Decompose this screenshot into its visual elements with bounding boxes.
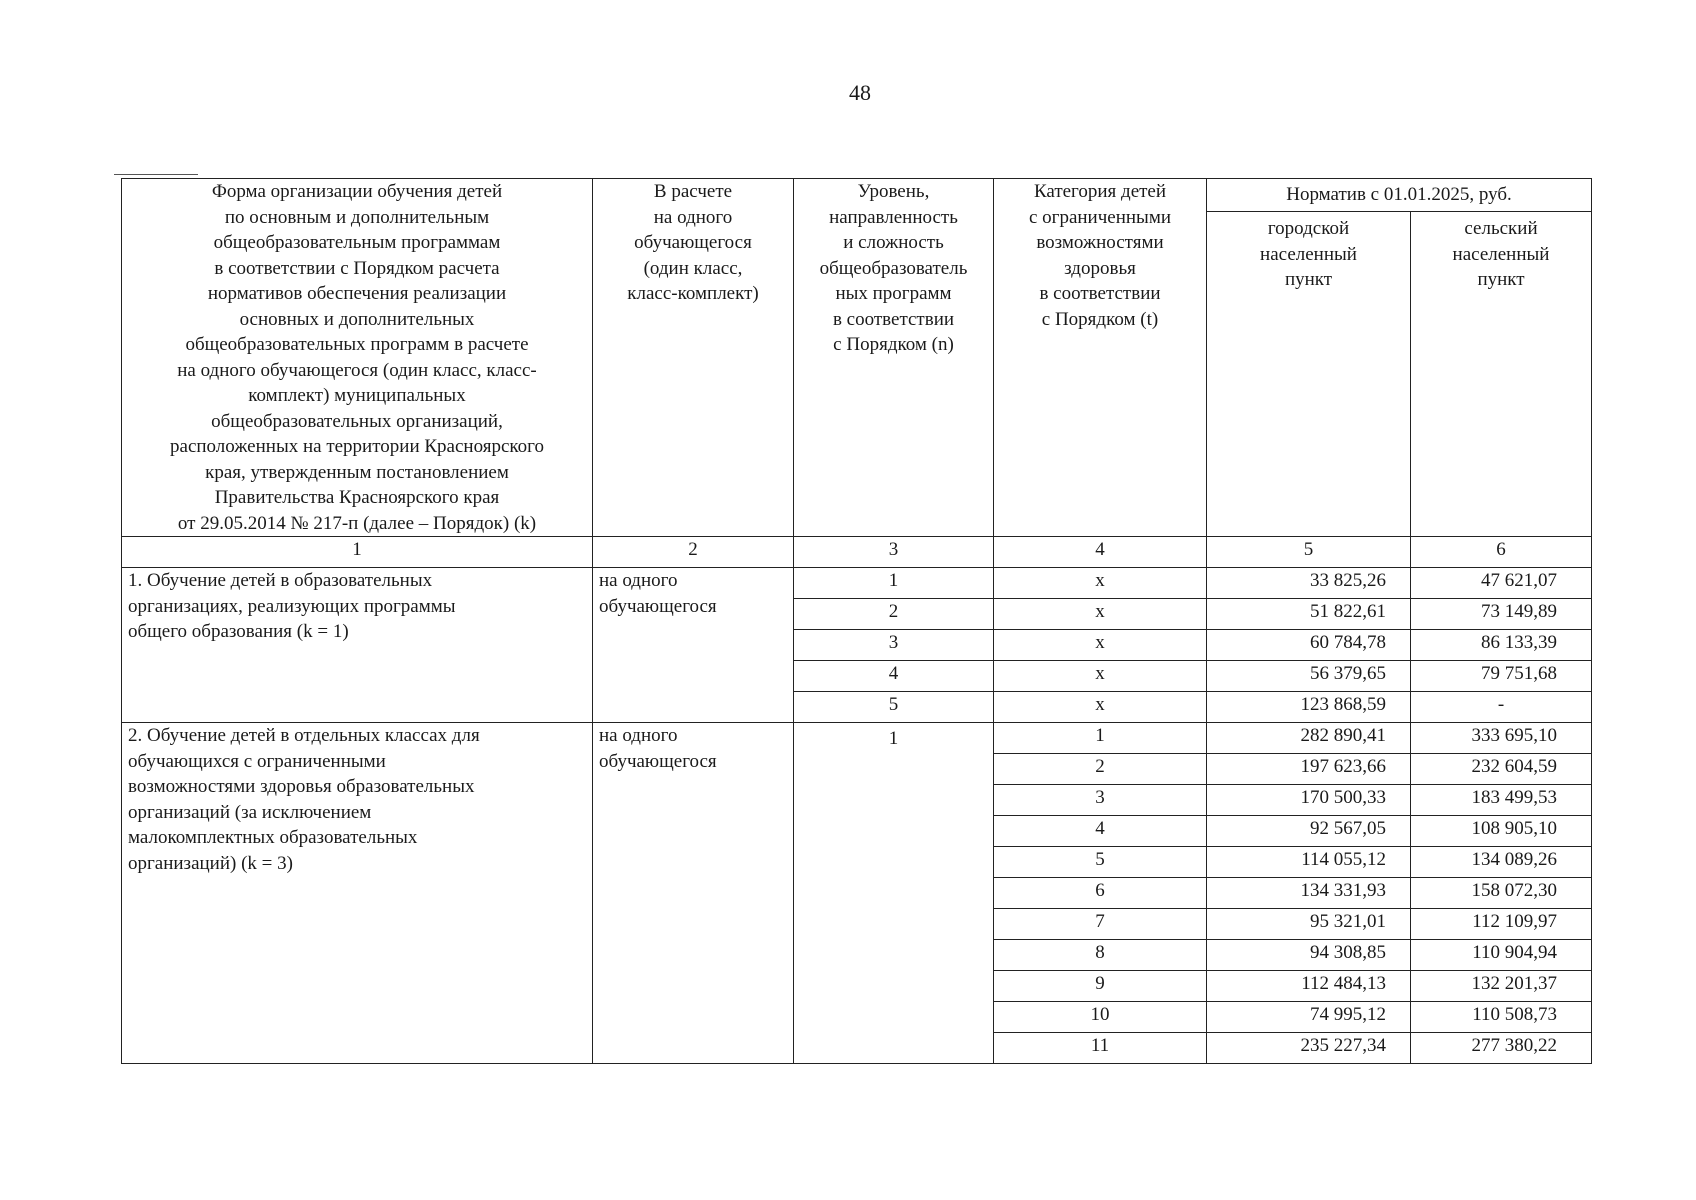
header-line: возможностями bbox=[1036, 232, 1164, 253]
header-line: края, утвержденным постановлением bbox=[205, 461, 509, 483]
section2-basis bbox=[593, 723, 794, 1064]
basis-line: обучающегося bbox=[599, 595, 717, 617]
category-cell: 1 bbox=[994, 723, 1207, 754]
header-line: населенный bbox=[1260, 243, 1357, 265]
header-urban bbox=[1207, 212, 1411, 537]
header-line: пункт bbox=[1477, 269, 1525, 290]
header-line: и сложность bbox=[843, 232, 944, 253]
table-row bbox=[122, 723, 1592, 754]
urban-norm-cell: 134 331,93 bbox=[1207, 878, 1411, 909]
column-numbers-row bbox=[122, 537, 1592, 568]
norms-table bbox=[121, 178, 1592, 1064]
header-child-category bbox=[994, 179, 1207, 537]
header-line: на одного обучающегося (один класс, класс- bbox=[177, 359, 537, 381]
urban-norm-cell: 114 055,12 bbox=[1207, 847, 1411, 878]
header-line: Форма организации обучения детей bbox=[211, 181, 503, 202]
header-line: общеобразователь bbox=[819, 257, 968, 279]
urban-norm-cell: 282 890,41 bbox=[1207, 723, 1411, 754]
header-line: (один класс, bbox=[643, 257, 743, 279]
header-line: населенный bbox=[1452, 243, 1550, 265]
header-line: расположенных на территории Красноярского bbox=[170, 436, 544, 457]
category-cell: 11 bbox=[994, 1033, 1207, 1064]
column-number: 6 bbox=[1411, 537, 1592, 568]
urban-norm-cell: 33 825,26 bbox=[1207, 568, 1411, 599]
category-cell: 10 bbox=[994, 1002, 1207, 1033]
header-norm: Норматив с 01.01.2025, руб. bbox=[1207, 179, 1592, 212]
category-cell: 5 bbox=[994, 847, 1207, 878]
header-line: городской bbox=[1267, 218, 1350, 239]
page-number: 48 bbox=[849, 80, 871, 105]
rural-norm-cell: 110 904,94 bbox=[1411, 940, 1592, 971]
section-title-line: 1. Обучение детей в образовательных bbox=[128, 570, 433, 591]
section-title-line: организаций (за исключением bbox=[128, 801, 372, 823]
urban-norm-cell: 94 308,85 bbox=[1207, 940, 1411, 971]
header-line: В расчете bbox=[653, 181, 733, 202]
section-title-line: организаций) (k = 3) bbox=[128, 852, 293, 874]
header-line: в соответствии с Порядком расчета bbox=[214, 257, 500, 279]
category-cell: 7 bbox=[994, 909, 1207, 940]
header-per-student bbox=[593, 179, 794, 537]
header-line: ных программ bbox=[835, 283, 952, 304]
urban-norm-cell: 170 500,33 bbox=[1207, 785, 1411, 816]
header-rural bbox=[1411, 212, 1592, 537]
header-line: на одного bbox=[653, 206, 733, 228]
category-cell: 4 bbox=[994, 816, 1207, 847]
header-line: здоровья bbox=[1064, 257, 1136, 279]
rural-norm-cell: 277 380,22 bbox=[1411, 1033, 1592, 1064]
urban-norm-cell: 92 567,05 bbox=[1207, 816, 1411, 847]
urban-norm-cell: 60 784,78 bbox=[1207, 630, 1411, 661]
rural-norm-cell: 86 133,39 bbox=[1411, 630, 1592, 661]
section1-title bbox=[122, 568, 593, 723]
category-cell: 9 bbox=[994, 971, 1207, 1002]
header-line: общеобразовательных программ в расчете bbox=[185, 334, 529, 355]
basis-line: на одного bbox=[599, 725, 678, 746]
category-cell: 3 bbox=[994, 785, 1207, 816]
urban-norm-cell: 197 623,66 bbox=[1207, 754, 1411, 785]
header-form-of-education bbox=[122, 179, 593, 537]
urban-norm-cell: 112 484,13 bbox=[1207, 971, 1411, 1002]
column-number: 5 bbox=[1207, 537, 1411, 568]
category-cell: х bbox=[994, 692, 1207, 723]
level-cell: 2 bbox=[794, 599, 994, 630]
header-line: в соответствии bbox=[1039, 283, 1161, 304]
rural-norm-cell: 232 604,59 bbox=[1411, 754, 1592, 785]
category-cell: х bbox=[994, 599, 1207, 630]
header-line: Категория детей bbox=[1033, 181, 1167, 202]
category-cell: 8 bbox=[994, 940, 1207, 971]
section2-level: 1 bbox=[794, 723, 994, 1064]
category-cell: х bbox=[994, 661, 1207, 692]
urban-norm-cell: 51 822,61 bbox=[1207, 599, 1411, 630]
section-title-line: обучающихся с ограниченными bbox=[128, 750, 386, 772]
header-line: с Порядком (n) bbox=[833, 334, 954, 355]
column-number: 4 bbox=[994, 537, 1207, 568]
urban-norm-cell: 123 868,59 bbox=[1207, 692, 1411, 723]
level-cell: 5 bbox=[794, 692, 994, 723]
level-cell: 3 bbox=[794, 630, 994, 661]
rural-norm-cell: 73 149,89 bbox=[1411, 599, 1592, 630]
rural-norm-cell: 108 905,10 bbox=[1411, 816, 1592, 847]
section-title-line: малокомплектных образовательных bbox=[128, 827, 418, 848]
header-line: по основным и дополнительным bbox=[224, 206, 490, 228]
header-row bbox=[122, 179, 1592, 212]
rural-norm-cell: 183 499,53 bbox=[1411, 785, 1592, 816]
header-line: общеобразовательных организаций, bbox=[211, 410, 503, 432]
header-line: основных и дополнительных bbox=[239, 308, 475, 330]
urban-norm-cell: 56 379,65 bbox=[1207, 661, 1411, 692]
header-line: комплект) муниципальных bbox=[248, 385, 466, 406]
category-cell: х bbox=[994, 568, 1207, 599]
rural-norm-cell: 132 201,37 bbox=[1411, 971, 1592, 1002]
header-line: от 29.05.2014 № 217-п (далее – Порядок) (k) bbox=[177, 512, 537, 534]
section1-basis bbox=[593, 568, 794, 723]
header-line: класс-комплект) bbox=[627, 283, 759, 304]
section-title-line: организациях, реализующих программы bbox=[128, 595, 456, 617]
section-title-line: возможностями здоровья образовательных bbox=[128, 776, 475, 797]
rural-norm-cell: 79 751,68 bbox=[1411, 661, 1592, 692]
header-program-level bbox=[794, 179, 994, 537]
rural-norm-cell: - bbox=[1411, 692, 1592, 723]
basis-line: на одного bbox=[599, 570, 678, 591]
level-cell: 1 bbox=[794, 568, 994, 599]
header-line: Уровень, bbox=[857, 181, 930, 202]
header-line: с Порядком (t) bbox=[1041, 308, 1159, 330]
urban-norm-cell: 74 995,12 bbox=[1207, 1002, 1411, 1033]
category-cell: х bbox=[994, 630, 1207, 661]
header-line: направленность bbox=[829, 206, 958, 228]
header-line: Правительства Красноярского края bbox=[214, 487, 500, 508]
rural-norm-cell: 333 695,10 bbox=[1411, 723, 1592, 754]
rural-norm-cell: 158 072,30 bbox=[1411, 878, 1592, 909]
header-line: общеобразовательным программам bbox=[213, 232, 501, 253]
urban-norm-cell: 235 227,34 bbox=[1207, 1033, 1411, 1064]
table-row bbox=[122, 568, 1592, 599]
section-title-line: общего образования (k = 1) bbox=[128, 621, 349, 642]
column-number: 3 bbox=[794, 537, 994, 568]
rural-norm-cell: 110 508,73 bbox=[1411, 1002, 1592, 1033]
header-line: нормативов обеспечения реализации bbox=[207, 283, 507, 304]
rural-norm-cell: 112 109,97 bbox=[1411, 909, 1592, 940]
urban-norm-cell: 95 321,01 bbox=[1207, 909, 1411, 940]
header-line: с ограниченными bbox=[1028, 206, 1172, 228]
header-line: обучающегося bbox=[634, 232, 752, 253]
rural-norm-cell: 134 089,26 bbox=[1411, 847, 1592, 878]
header-line: пункт bbox=[1284, 269, 1333, 290]
category-cell: 6 bbox=[994, 878, 1207, 909]
rural-norm-cell: 47 621,07 bbox=[1411, 568, 1592, 599]
section-title-line: 2. Обучение детей в отдельных классах для bbox=[128, 725, 480, 746]
category-cell: 2 bbox=[994, 754, 1207, 785]
section2-title bbox=[122, 723, 593, 1064]
scan-mark bbox=[114, 174, 198, 175]
level-cell: 4 bbox=[794, 661, 994, 692]
header-line: в соответствии bbox=[832, 308, 955, 330]
column-number: 2 bbox=[593, 537, 794, 568]
column-number: 1 bbox=[122, 537, 593, 568]
header-line: сельский bbox=[1464, 218, 1538, 239]
basis-line: обучающегося bbox=[599, 750, 717, 772]
